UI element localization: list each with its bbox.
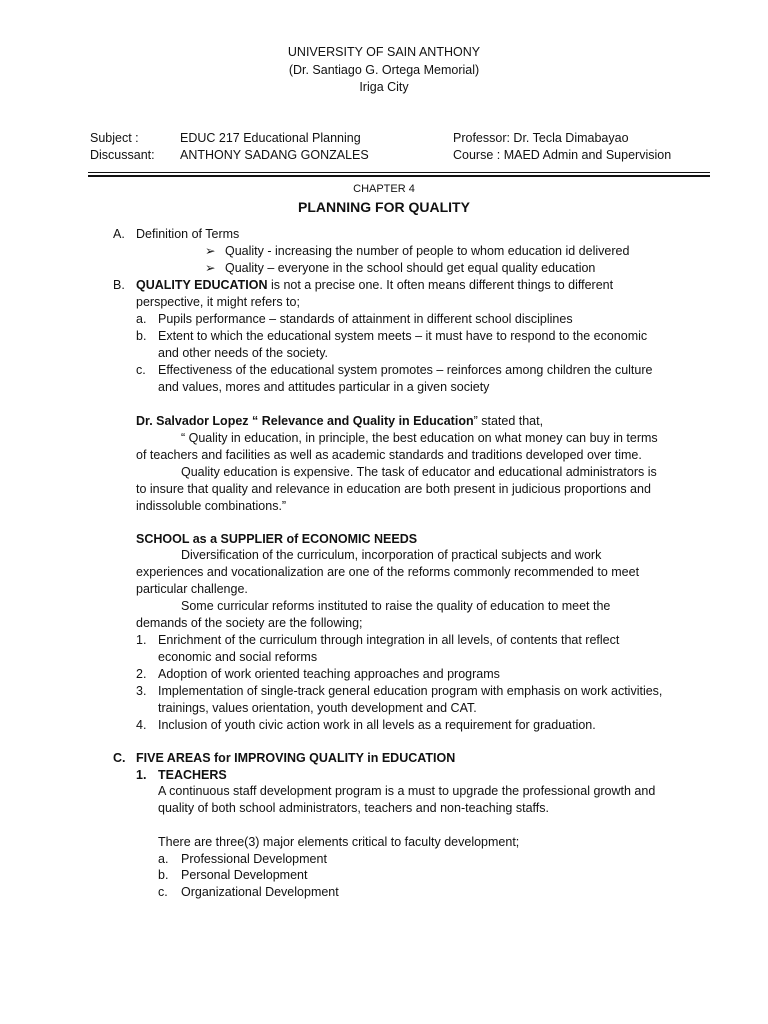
- quote-line: Quality education is expensive. The task of educator and educational administrators is: [181, 465, 657, 479]
- list-item-text: Adoption of work oriented teaching approaches and programs: [158, 667, 500, 681]
- school-paragraph-line: particular challenge.: [136, 582, 248, 596]
- list-item-text: and values, mores and attitudes particular in a given society: [158, 380, 490, 394]
- teachers-heading: TEACHERS: [158, 768, 227, 782]
- section-b-marker: B.: [113, 278, 125, 292]
- subject-label: Subject :: [90, 131, 139, 145]
- section-c-marker: C.: [113, 751, 126, 765]
- course-info: Course : MAED Admin and Supervision: [453, 148, 672, 162]
- list-item-text: Inclusion of youth civic action work in all levels as a requirement for graduation.: [158, 718, 596, 732]
- quote-suffix: ” stated that,: [473, 414, 544, 428]
- discussant-label: Discussant:: [90, 148, 155, 162]
- list-item-text: Enrichment of the curriculum through integration in all levels, of contents that reflect: [158, 633, 620, 647]
- list-item-text: Extent to which the educational system meets – it must have to respond to the economic: [158, 329, 648, 343]
- list-marker: 1.: [136, 633, 147, 647]
- quote-line: of teachers and facilities as well as academic standards and traditions developed over time.: [136, 448, 642, 462]
- discussant-value: ANTHONY SADANG GONZALES: [180, 148, 369, 162]
- memorial-name: (Dr. Santiago G. Ortega Memorial): [288, 63, 480, 77]
- section-c-title: FIVE AREAS for IMPROVING QUALITY in EDUCATION: [136, 751, 456, 765]
- list-item-text: economic and social reforms: [158, 650, 318, 664]
- quote-line: “ Quality in education, in principle, the best education on what money can buy in terms: [181, 431, 658, 445]
- bullet-text: Quality - increasing the number of people to whom education id delivered: [225, 244, 630, 258]
- quote-line: to insure that quality and relevance in education are both present in judicious proportions and: [136, 482, 651, 496]
- school-paragraph-line: demands of the society are the following;: [136, 616, 363, 630]
- list-marker: a.: [158, 852, 169, 866]
- professor-info: Professor: Dr. Tecla Dimabayao: [453, 131, 629, 145]
- teachers-line: quality of both school administrators, teachers and non-teaching staffs.: [158, 801, 549, 815]
- list-marker: c.: [136, 363, 146, 377]
- university-name: UNIVERSITY OF SAIN ANTHONY: [287, 45, 481, 59]
- elements-intro: There are three(3) major elements critical to faculty development;: [158, 835, 520, 849]
- arrow-bullet-icon: ➢: [205, 244, 216, 258]
- list-marker: 3.: [136, 684, 147, 698]
- intro-text: is not a precise one. It often means different things to different: [267, 278, 614, 292]
- sub-marker: 1.: [136, 768, 147, 782]
- list-item-text: Effectiveness of the educational system promotes – reinforces among children the culture: [158, 363, 653, 377]
- bullet-text: Quality – everyone in the school should get equal quality education: [225, 261, 596, 275]
- quote-attribution: [136, 413, 543, 430]
- list-marker: b.: [136, 329, 147, 343]
- header-divider: [88, 172, 710, 173]
- list-item-text: Organizational Development: [181, 885, 339, 899]
- school-heading: SCHOOL as a SUPPLIER of ECONOMIC NEEDS: [136, 532, 418, 546]
- chapter-title: PLANNING FOR QUALITY: [298, 199, 470, 215]
- bullet-item: [205, 243, 629, 260]
- teachers-line: A continuous staff development program is a must to upgrade the professional growth and: [158, 784, 656, 798]
- list-item-text: Professional Development: [181, 852, 327, 866]
- school-paragraph-line: Some curricular reforms instituted to raise the quality of education to meet the: [181, 599, 611, 613]
- section-b-intro: [136, 277, 613, 294]
- list-marker: c.: [158, 885, 168, 899]
- city-name: Iriga City: [359, 80, 409, 94]
- subject-value: EDUC 217 Educational Planning: [180, 131, 361, 145]
- quality-education-lead: QUALITY EDUCATION: [136, 278, 268, 292]
- bullet-item: [205, 260, 595, 277]
- list-item-text: Personal Development: [181, 868, 308, 882]
- section-a-marker: A.: [113, 227, 125, 241]
- quote-line: indissoluble combinations.”: [136, 499, 287, 513]
- school-paragraph-line: experiences and vocationalization are one of the reforms commonly recommended to meet: [136, 565, 640, 579]
- school-paragraph-line: Diversification of the curriculum, incorporation of practical subjects and work: [181, 548, 602, 562]
- list-marker: 4.: [136, 718, 147, 732]
- list-marker: b.: [158, 868, 169, 882]
- section-b-intro-cont: perspective, it might refers to;: [136, 295, 300, 309]
- list-item-text: Implementation of single-track general education program with emphasis on work activities,: [158, 684, 663, 698]
- list-marker: 2.: [136, 667, 147, 681]
- section-a-title: Definition of Terms: [136, 227, 240, 241]
- arrow-bullet-icon: ➢: [205, 261, 216, 275]
- list-item-text: and other needs of the society.: [158, 346, 329, 360]
- list-item-text: Pupils performance – standards of attainment in different school disciplines: [158, 312, 573, 326]
- list-item-text: trainings, values orientation, youth development and CAT.: [158, 701, 477, 715]
- header-divider-thick: [88, 175, 710, 177]
- quote-author: Dr. Salvador Lopez “ Relevance and Quality in Education: [136, 414, 474, 428]
- list-marker: a.: [136, 312, 147, 326]
- chapter-number: CHAPTER 4: [353, 183, 415, 195]
